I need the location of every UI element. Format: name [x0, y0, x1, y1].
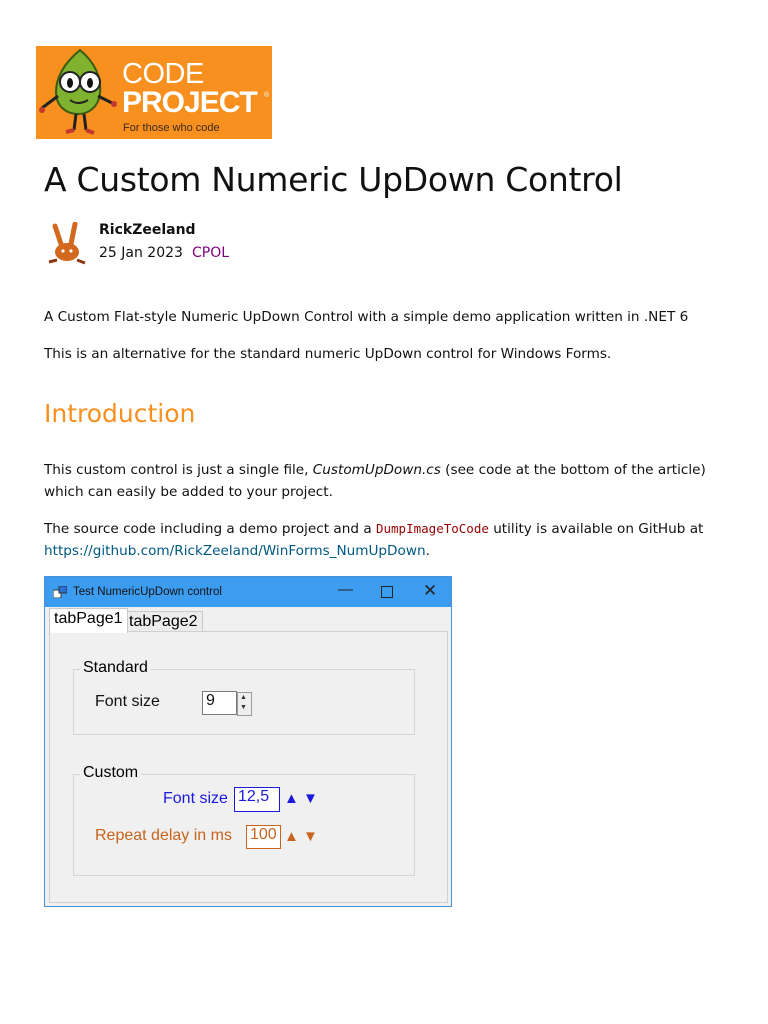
- custom-blue-down-arrow-icon: ▼: [303, 790, 318, 807]
- file-name: CustomUpDown.cs: [312, 462, 441, 478]
- logo-registered-mark: ®: [264, 92, 270, 99]
- logo-code-text: CODE: [122, 58, 204, 90]
- window-titlebar: [45, 577, 451, 607]
- repeat-delay-box: 100: [246, 825, 281, 849]
- inline-code: DumpImageToCode: [375, 521, 489, 536]
- bob-mascot-icon: [36, 46, 122, 139]
- source-text-start: The source code including a demo project and a: [44, 521, 376, 537]
- standard-group-label: Standard: [80, 659, 151, 677]
- intro-text-end: (see code at the bottom of the article) which can easily be added to your project.: [44, 462, 706, 500]
- custom-font-size-label: Font size: [163, 790, 228, 807]
- summary-line-1: A Custom Flat-style Numeric UpDown Control with a simple demo application written in .NET 6: [44, 309, 689, 325]
- github-link[interactable]: https://github.com/RickZeeland/WinForms_NumUpDown: [44, 543, 426, 559]
- intro-paragraph-2: [44, 518, 704, 562]
- tab-page2: tabPage2: [124, 611, 203, 633]
- article-date: 25 Jan 2023: [99, 245, 183, 261]
- tab-panel: [49, 631, 448, 903]
- demo-window-screenshot: [44, 576, 452, 907]
- license-link[interactable]: CPOL: [192, 245, 230, 261]
- intro-text-start: This custom control is just a single file,: [44, 462, 313, 478]
- minimize-button: —: [338, 581, 353, 598]
- logo-project-text: PROJECT: [122, 86, 257, 119]
- standard-spin-buttons: [237, 692, 252, 716]
- custom-orange-down-arrow-icon: ▼: [303, 828, 318, 845]
- custom-group-label: Custom: [80, 764, 141, 782]
- author-name[interactable]: RickZeeland: [99, 222, 196, 238]
- standard-font-size-label: Font size: [95, 693, 160, 710]
- custom-orange-up-arrow-icon: ▲: [284, 828, 299, 845]
- source-text-mid: utility is available on GitHub at: [488, 521, 704, 537]
- custom-font-size-box: 12,5: [234, 787, 280, 812]
- article-title: A Custom Numeric UpDown Control: [44, 160, 623, 199]
- tab-page1: tabPage1: [49, 608, 128, 633]
- intro-paragraph-1: [44, 459, 734, 503]
- maximize-button: [381, 586, 393, 598]
- spin-up-icon: ▲: [240, 694, 247, 701]
- standard-numeric-updown: 9: [202, 691, 237, 715]
- window-app-icon: [53, 586, 67, 598]
- spin-down-icon: ▼: [240, 704, 247, 711]
- codeproject-logo[interactable]: [36, 46, 272, 139]
- source-text-end: .: [425, 543, 430, 559]
- close-button: ✕: [423, 581, 438, 600]
- logo-tagline: For those who code: [123, 122, 220, 134]
- window-title: Test NumericUpDown control: [73, 586, 222, 598]
- custom-blue-up-arrow-icon: ▲: [284, 790, 299, 807]
- author-avatar[interactable]: [45, 222, 89, 266]
- introduction-heading: Introduction: [44, 399, 196, 428]
- summary-line-2: This is an alternative for the standard numeric UpDown control for Windows Forms.: [44, 346, 612, 362]
- repeat-delay-label: Repeat delay in ms: [95, 827, 232, 844]
